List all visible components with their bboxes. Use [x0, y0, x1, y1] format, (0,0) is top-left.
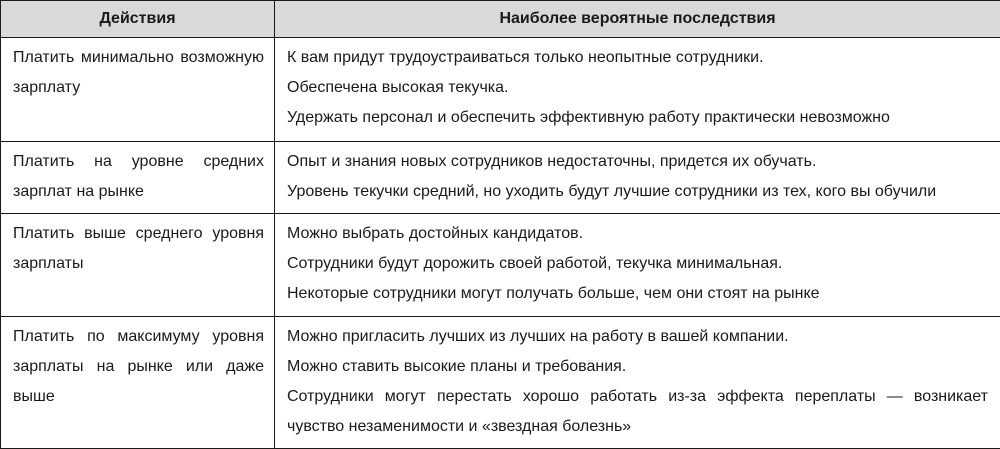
consequence-cell	[275, 317, 1000, 449]
consequence-line: Уровень текучки средний, но уходить будут лучшие сотрудники из тех, кого вы обучили	[287, 177, 988, 207]
header-actions: Действия	[1, 1, 275, 38]
consequence-line: К вам придут трудоустраиваться только неопытные сотрудники.	[287, 43, 988, 73]
table-header-row	[1, 1, 1000, 38]
consequence-line: Удержать персонал и обеспечить эффективную работу практически невозможно	[287, 103, 988, 133]
table-row	[1, 142, 1000, 214]
action-cell: Платить минимально возможную зарплату	[1, 38, 275, 142]
header-consequences: Наиболее вероятные последствия	[275, 1, 1000, 38]
consequence-line: Некоторые сотрудники могут получать больше, чем они стоят на рынке	[287, 279, 988, 309]
consequence-line: Можно ставить высокие планы и требования.	[287, 352, 988, 382]
table-row	[1, 38, 1000, 142]
consequence-line: Сотрудники будут дорожить своей работой, текучка минимальная.	[287, 249, 988, 279]
consequence-line: Обеспечена высокая текучка.	[287, 73, 988, 103]
consequence-line: Можно выбрать достойных кандидатов.	[287, 219, 988, 249]
consequence-cell	[275, 38, 1000, 142]
action-cell: Платить выше среднего уровня зарплаты	[1, 214, 275, 317]
consequence-line: Можно пригласить лучших из лучших на работу в вашей компании.	[287, 322, 988, 352]
action-cell: Платить по максимуму уровня зарплаты на рынке или даже выше	[1, 317, 275, 449]
table-row	[1, 214, 1000, 317]
consequence-cell	[275, 214, 1000, 317]
consequence-cell	[275, 142, 1000, 214]
action-cell: Платить на уровне средних зарплат на рынке	[1, 142, 275, 214]
consequence-line: Сотрудники могут перестать хорошо работать из-за эффекта переплаты — возникает чувство незаменимости и «звездная болезнь»	[287, 382, 988, 442]
table-row	[1, 317, 1000, 449]
consequence-line: Опыт и знания новых сотрудников недостаточны, придется их обучать.	[287, 147, 988, 177]
